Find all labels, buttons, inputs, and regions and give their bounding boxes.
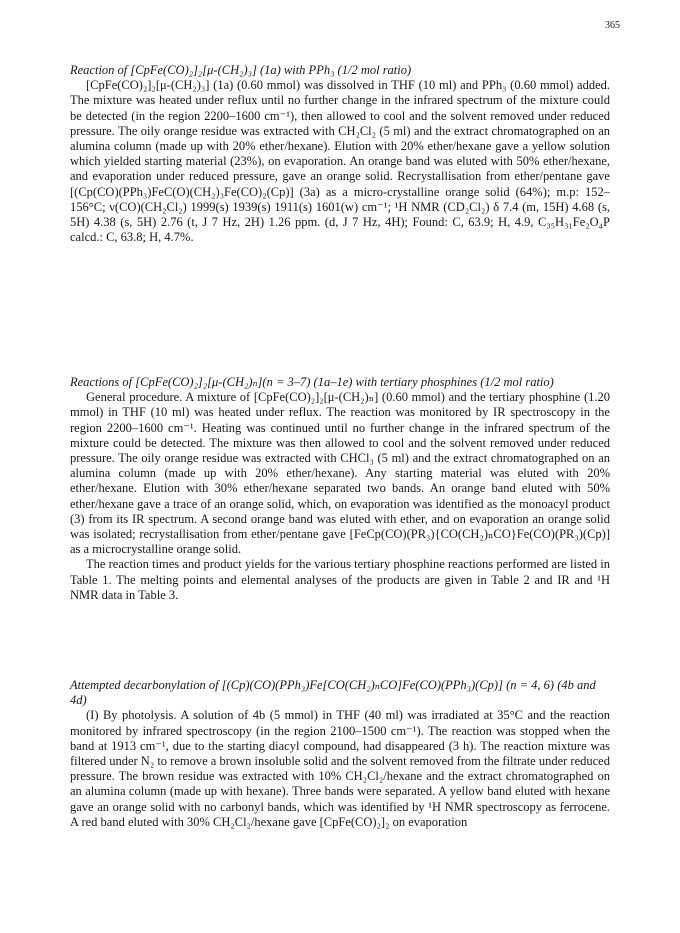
section-attempted-decarbonylation: [70, 678, 610, 830]
paragraph: (I) By photolysis. A solution of 4b (5 mmol) in THF (40 ml) was irradiated at 35°C and the reaction monitored by infrared spectroscopy (in the region 2100–1500 cm⁻¹). The reaction was stopped when the band at 1913 cm⁻¹, due to the starting diacyl compound, had disappeared (3 h). The reaction mixture was filtered under N₂ to remove a brown insoluble solid and the solvent removed from the filtrate under reduced pressure. The brown residue was extracted with 10% CH₂Cl₂/hexane and the extract chromatographed on an alumina column (made up with hexane). Three bands were separated. A yellow band eluted with hexane gave an orange solid with no carbonyl bands, which was identified by ¹H NMR spectroscopy as ferrocene. A red band eluted with 30% CH₂Cl₂/hexane gave [CpFe(CO)₂]₂ on evaporation: [70, 708, 610, 829]
page-number: 365: [605, 20, 620, 31]
section-heading: Reactions of [CpFe(CO)₂]₂[μ-(CH₂)ₙ](n = 3–7) (1a–1e) with tertiary phosphines (1/2 mol ratio): [70, 375, 554, 389]
paragraph: General procedure. A mixture of [CpFe(CO)₂]₂[μ-(CH₂)ₙ] (0.60 mmol) and the tertiary phosphine (1.20 mmol) in THF (10 ml) was heated under reflux. The reaction was monitored by IR spectroscopy in the region 2200–1600 cm⁻¹. Heating was continued until no further change in the infrared spectrum of the mixture could be detected. The mixture was then allowed to cool and the solvent removed under reduced pressure. The oily orange residue was extracted with CHCl₃ (5 ml) and the extract chromatographed on an alumina column (made up with 20% ether/hexane). Any starting material was eluted with 20% ether/hexane. Elution with 30% ether/hexane separated two bands. An orange band eluted with 50% ether/hexane gave a trace of an orange solid, which, on evaporation was identified as the monoacyl product (3) from its IR spectrum. A second orange band was eluted with ether, and on evaporation an orange solid was isolated; recrystallisation from ether/pentane gave [FeCp(CO)(PR₃){CO(CH₂)ₙCO}Fe(CO)(PR₃)(Cp)] as a microcrystalline orange solid.: [70, 390, 610, 557]
section-heading: Attempted decarbonylation of [(Cp)(CO)(PPh₃)Fe[CO(CH₂)ₙCO]Fe(CO)(PPh₃)(Cp)] (n = 4, 6) (4b and 4d): [70, 678, 596, 708]
paragraph: [CpFe(CO)₂]₂[μ-(CH₂)₃] (1a) (0.60 mmol) was dissolved in THF (10 ml) and PPh₃ (0.60 mmol) added. The mixture was heated under reflux until no further change in the infrared spectrum of the mixture could be detected (in the region 2200–1600 cm⁻¹), then allowed to cool and the solvent removed under reduced pressure. The oily orange residue was extracted with CH₂Cl₂ (5 ml) and the extract chromatographed on an alumina column (made up with 20% ether/hexane). Elution with 20% ether/hexane gave a yellow solution which yielded starting material (23%), on evaporation. An orange band was eluted with 50% ether/hexane, and evaporation under reduced pressure, gave an orange solid. Recrystallisation from ether/pentane gave [(Cp(CO)(PPh₃)FeC(O)(CH₂)₃Fe(CO)₂(Cp)] (3a) as a micro-crystalline orange solid (64%); m.p: 152–156°C; ν(CO)(CH₂Cl₂) 1999(s) 1939(s) 1911(s) 1601(w) cm⁻¹; ¹H NMR (CD₂Cl₂) δ 7.4 (m, 15H) 4.68 (s, 5H) 4.38 (s, 5H) 2.76 (t, J 7 Hz, 2H) 1.26 ppm. (d, J 7 Hz, 4H); Found: C, 63.9; H, 4.9, C₃₅H₃₁Fe₂O₄P calcd.: C, 63.8; H, 4.7%.: [70, 78, 610, 245]
section-reactions-tertiary-phosphines: [70, 375, 610, 603]
section-heading: Reaction of [CpFe(CO)₂]₂[μ-(CH₂)₃] (1a) with PPh₃ (1/2 mol ratio): [70, 63, 412, 77]
paragraph: The reaction times and product yields for the various tertiary phosphine reactions performed are listed in Table 1. The melting points and elemental analyses of the products are given in Table 2 and IR and ¹H NMR data in Table 3.: [70, 557, 610, 602]
section-reaction-1a-pph3: [70, 63, 610, 245]
